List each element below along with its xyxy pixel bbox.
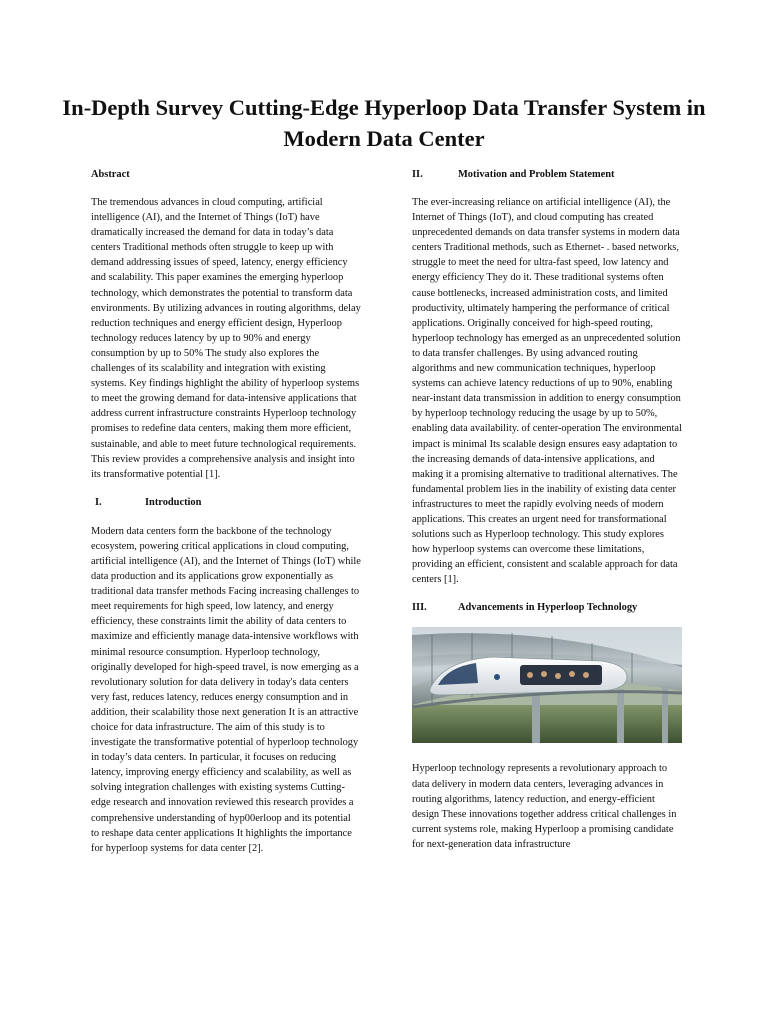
section-number: I. xyxy=(95,496,102,508)
section-heading-advancements xyxy=(412,601,682,615)
section-number: II. xyxy=(412,169,423,180)
section-heading-introduction xyxy=(91,496,361,510)
section-number: III. xyxy=(412,602,427,614)
paper-title: In-Depth Survey Cutting-Edge Hyperloop Data Transfer System in Modern Data Center xyxy=(62,95,706,151)
abstract-heading-label: Abstract xyxy=(91,169,130,180)
section-title: Advancements in Hyperloop Technology xyxy=(458,602,638,614)
right-column xyxy=(412,168,682,852)
section-title: Motivation and Problem Statement xyxy=(458,169,615,180)
introduction-text: Modern data centers form the backbone of the technology ecosystem, powering critical applications in cloud computing, artificial intelligence (AI), and the Internet of Things (IoT) while data production and its applications grow exponentially as traditional data transfer methods Facing increasing challenges to meet requirements for high speed, low latency, and energy efficiency, these constraints limit the ability of data centers to maximize and efficiently manage data-intensive workflows with minimal resource consumption. Hyperloop technology, originally developed for high-speed travel, is now emerging as a revolutionary solution for data delivery in today's data centers very fast, reduces latency, reduces energy consumption and in addition, their scalability those next generation It is an attractive choice for data infrastructure. The aim of this study is to investigate the transformative potential of hyperloop technology in today’s data centers. In particular, it focuses on reducing latency, improving energy efficiency and scalability, as well as solving integration challenges with existing systems Cutting-edge research and innovation reviewed this research provides a comprehensive understanding of hyp00erloop and its potential to reshape data center applications It highlights the importance for hyperloop systems for data center [2]. xyxy=(91,525,361,854)
abstract-text: The tremendous advances in cloud computing, artificial intelligence (AI), and the Internet of Things (IoT) have dramatically increased the demand for data in today’s data centers Traditional methods often struggle to keep up with demand addressing issues of speed, latency, energy efficiency and scalability. This paper examines the emerging hyperloop technology, which demonstrates the potential to transform data environments. By utilizing advances in routing algorithms, delay reduction techniques and energy efficient design, Hyperloop technology reduces latency by up to 90% and energy consumption by up to 50% The study also explores the challenges of its scalability and integration with existing systems. Key findings highlight the ability of hyperloop systems to meet the growing demand for data-intensive applications that address current infrastructure constraints Hyperloop technology promises to redefine data centers, making them more efficient, sustainable, and able to meet future technological requirements. This review provides a comprehensive analysis and insight into its transformative potential [1]. xyxy=(91,197,361,480)
motivation-text: The ever-increasing reliance on artificial intelligence (AI), the Internet of Things (IoT), and cloud computing has created unprecedented demands on data transfer systems in modern data centers Traditional methods, such as Ethernet- . based networks, struggle to meet the need for ultra-fast speed, low latency and energy efficiency They do it. These traditional systems often cause bottlenecks, increased administration costs, and limited productivity, ultimately hampering the performance of critical applications. Originally conceived for high-speed routing, hyperloop technology has emerged as an unprecedented solution to data transfer challenges. By using advanced routing algorithms and new communication techniques, hyperloop systems can achieve latency reductions of up to 90%, enabling near-instant data transmission in addition to energy consumption by hyperloop technology reducing the usage by up to 50%, enabling data availability. of center-operation The environmental impact is minimal Its scalable design ensures easy adaptation to the increasing demands of data-intensive applications, and making it a promising alternative to traditional alternatives. The fundamental problem lies in the inability of existing data center infrastructures to meet the rapidly evolving needs of modern applications. This creates an urgent need for transformational solutions such as Hyperloop technology. This study explores how hyperloop systems can overcome these limitations, providing an efficient, consistent and scalable approach for data centers [1]. xyxy=(412,197,682,586)
section-title: Introduction xyxy=(145,496,202,508)
section-heading-motivation xyxy=(412,168,682,182)
hyperloop-pod-image xyxy=(412,627,682,743)
left-column xyxy=(91,168,361,856)
advancements-text: Hyperloop technology represents a revolutionary approach to data delivery in modern data centers, leveraging advances in routing algorithms, latency reduction, and energy-efficient design These innovations together address critical challenges in current systems role, making Hyperloop a promising candidate for next-generation data infrastructure xyxy=(412,763,677,850)
abstract-heading xyxy=(91,168,361,182)
